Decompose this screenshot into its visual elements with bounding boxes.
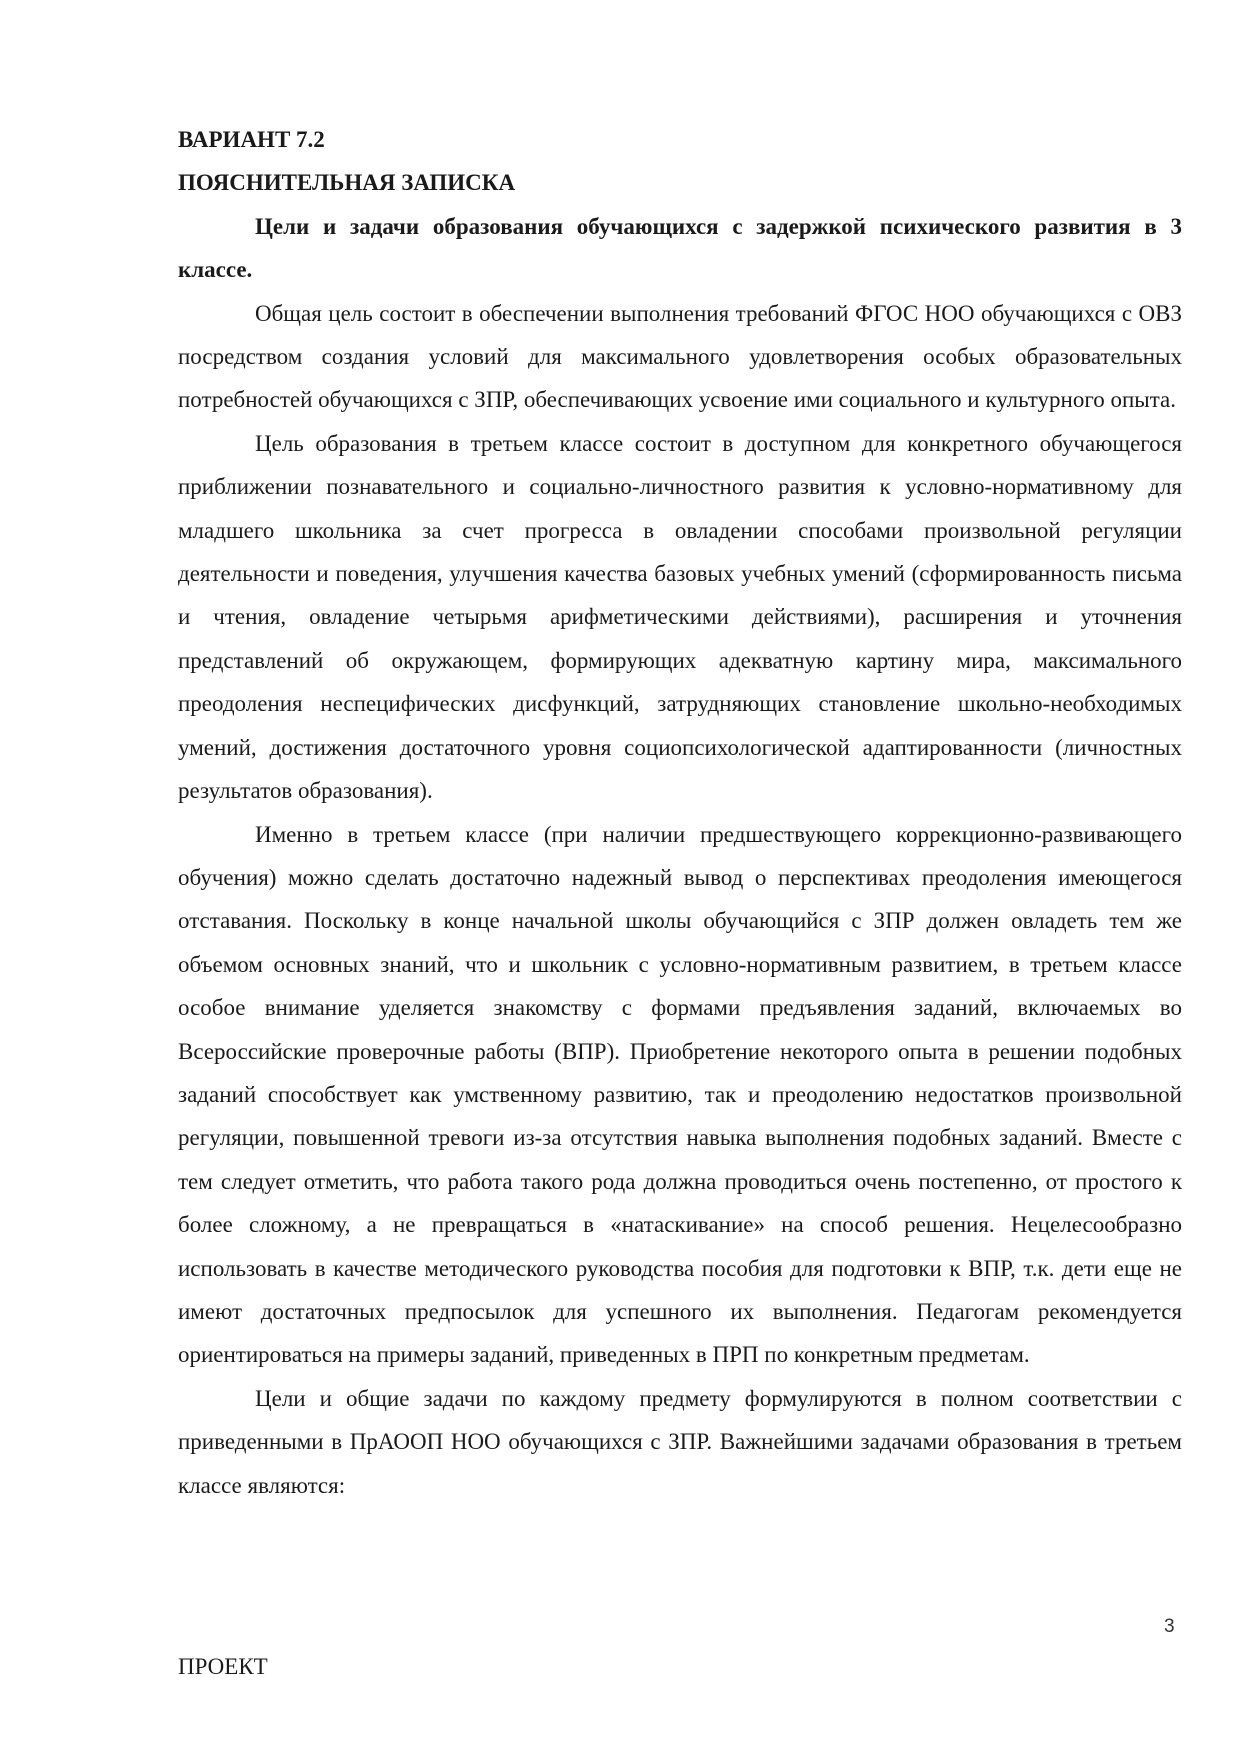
variant-title: ВАРИАНТ 7.2 xyxy=(178,127,325,152)
document-body xyxy=(178,118,1182,1507)
note-title: ПОЯСНИТЕЛЬНАЯ ЗАПИСКА xyxy=(178,170,516,196)
section-heading: Цели и задачи образования обучающихся с задержкой психического развития в 3 классе. xyxy=(178,213,1182,283)
page-number: 3 xyxy=(1164,1616,1175,1637)
paragraph-third-grade-goal: Цель образования в третьем классе состоит в доступном для конкретного обучающегося приближении познавательного и социально-личностного развития к условно-нормативному для младшего школьника за счет прогресса в овладении способами произвольной регуляции деятельности и поведения, улучшения качества базовых учебных умений (сформированность письма и чтения, овладение четырьмя арифметическими действиями), расширения и уточнения представлений об окружающем, формирующих адекватную картину мира, максимального преодоления неспецифических дисфункций, затрудняющих становление школьно-необходимых умений, достижения достаточного уровня социопсихологической адаптированности (личностных результатов образования). xyxy=(178,430,1182,804)
paragraph-subject-tasks: Цели и общие задачи по каждому предмету формулируются в полном соответствии с приведенными в ПрАООП НОО обучающихся с ЗПР. Важнейшими задачами образования в третьем классе являются: xyxy=(178,1385,1182,1498)
footer-project-label: ПРОЕКТ xyxy=(178,1654,268,1679)
paragraph-general-goal: Общая цель состоит в обеспечении выполнения требований ФГОС НОО обучающихся с ОВЗ посредством создания условий для максимального удовлетворения особых образовательных потребностей обучающихся с ЗПР, обеспечивающих усвоение ими социального и культурного опыта. xyxy=(178,300,1182,413)
paragraph-third-grade-focus: Именно в третьем классе (при наличии предшествующего коррекционно-развивающего обучения) можно сделать достаточно надежный вывод о перспективах преодоления имеющегося отставания. Поскольку в конце начальной школы обучающийся с ЗПР должен овладеть тем же объемом основных знаний, что и школьник с условно-нормативным развитием, в третьем классе особое внимание уделяется знакомству с формами предъявления заданий, включаемых во Всероссийские проверочные работы (ВПР). Приобретение некоторого опыта в решении подобных заданий способствует как умственному развитию, так и преодолению недостатков произвольной регуляции, повышенной тревоги из-за отсутствия навыка выполнения подобных заданий. Вместе с тем следует отметить, что работа такого рода должна проводиться очень постепенно, от простого к более сложному, а не превращаться в «натаскивание» на способ решения. Нецелесообразно использовать в качестве методического руководства пособия для подготовки к ВПР, т.к. дети еще не имеют достаточных предпосылок для успешного их выполнения. Педагогам рекомендуется ориентироваться на примеры заданий, приведенных в ПРП по конкретным предметам. xyxy=(178,821,1182,1368)
